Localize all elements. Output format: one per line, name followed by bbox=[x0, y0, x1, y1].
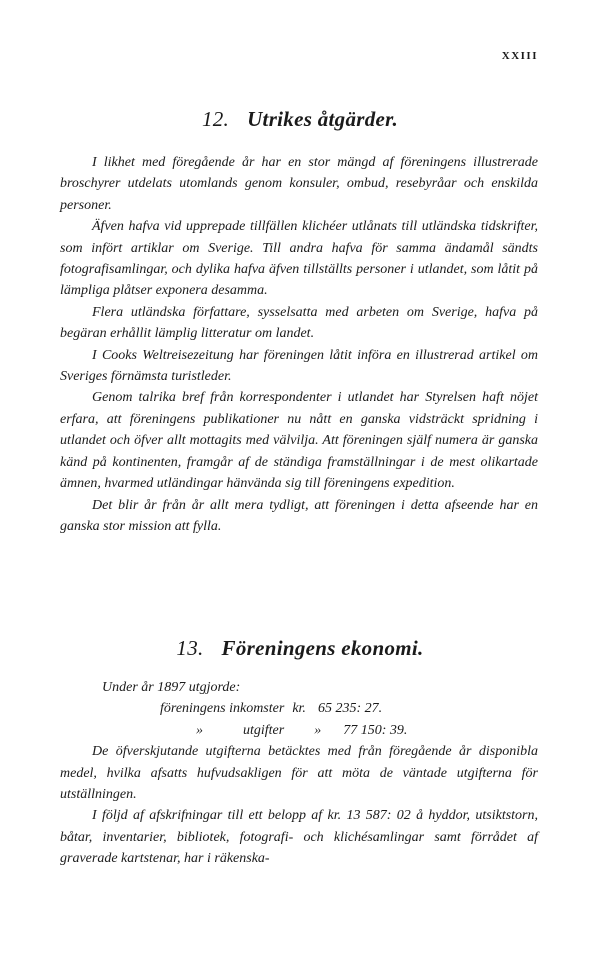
section-12-number: 12. bbox=[201, 107, 230, 131]
income-label: föreningens inkomster bbox=[160, 701, 285, 717]
section-12-heading bbox=[0, 107, 600, 132]
section-13-title: Föreningens ekonomi. bbox=[221, 636, 424, 660]
section-13-heading bbox=[0, 636, 600, 661]
accounts-intro: Under år 1897 utgjorde: bbox=[102, 680, 241, 695]
paragraph: De öfverskjutande utgifterna betäcktes med från föregående år disponibla medel, hvilka afsatts hufvudsakligen för att möta de väntade utgifterna för utställningen. bbox=[60, 744, 538, 803]
paragraph: I likhet med föregående år har en stor mängd af föreningens illustrerade broschyrer utdelats utomlands genom konsuler, ombud, resebyråar och enskilda personer. bbox=[60, 155, 538, 213]
section-13-number: 13. bbox=[176, 636, 204, 660]
paragraph: Det blir år från år allt mera tydligt, att föreningen i detta afseende har en ganska stor mission att fylla. bbox=[60, 497, 538, 534]
section-12-title: Utrikes åtgärder. bbox=[247, 107, 399, 131]
income-currency: kr. bbox=[292, 701, 306, 717]
section-13-body bbox=[60, 677, 538, 870]
paragraph: I Cooks Weltreisezeitung har föreningen låtit införa en illustrerad artikel om Sveriges förnämsta turistleder. bbox=[60, 347, 538, 385]
expenses-label: utgifter bbox=[243, 722, 285, 738]
expenses-ditto-1: » bbox=[196, 722, 203, 738]
paragraph: Genom talrika bref från korrespondenter i utlandet har Styrelsen haft nöjet erfara, att föreningens publikationer nu nått en ganska vidsträckt spridning i utlandet och öfver allt mottagits med välvilja. Att föreningen själf numera är ganska känd på kontinenten, framgår af de ständiga framställningar i de mest olikartade ämnen, hvarmed utländingar hänvända sig till föreningens expedition. bbox=[60, 390, 538, 492]
income-row bbox=[60, 698, 538, 719]
expenses-amount: 77 150: 39. bbox=[343, 722, 408, 738]
page-number: XXIII bbox=[501, 50, 538, 62]
section-12-body bbox=[60, 152, 538, 537]
income-amount: 65 235: 27. bbox=[317, 701, 383, 717]
paragraph: I följd af afskrifningar till ett belopp af kr. 13 587: 02 å hyddor, utsiktstorn, båtar, inventarier, bibliotek, fotografi- och klichésamlingar samt förrådet af graverade kartstenar, har i räkenska- bbox=[60, 808, 538, 867]
expenses-ditto-2: » bbox=[314, 722, 322, 738]
paragraph: Flera utländska författare, sysselsatta med arbeten om Sverige, hafva på begäran erhållit lämplig litteratur om landet. bbox=[60, 304, 538, 342]
expenses-row bbox=[60, 720, 538, 741]
paragraph: Äfven hafva vid upprepade tillfällen klichéer utlånats till utländska tidskrifter, som infört artiklar om Sverige. Till andra hafva för samma ändamål sändts fotografisamlingar, och dylika hafva äfven tillställts personer i utlandet, som låtit på lämpliga plåtser exponera desamma. bbox=[60, 219, 538, 299]
